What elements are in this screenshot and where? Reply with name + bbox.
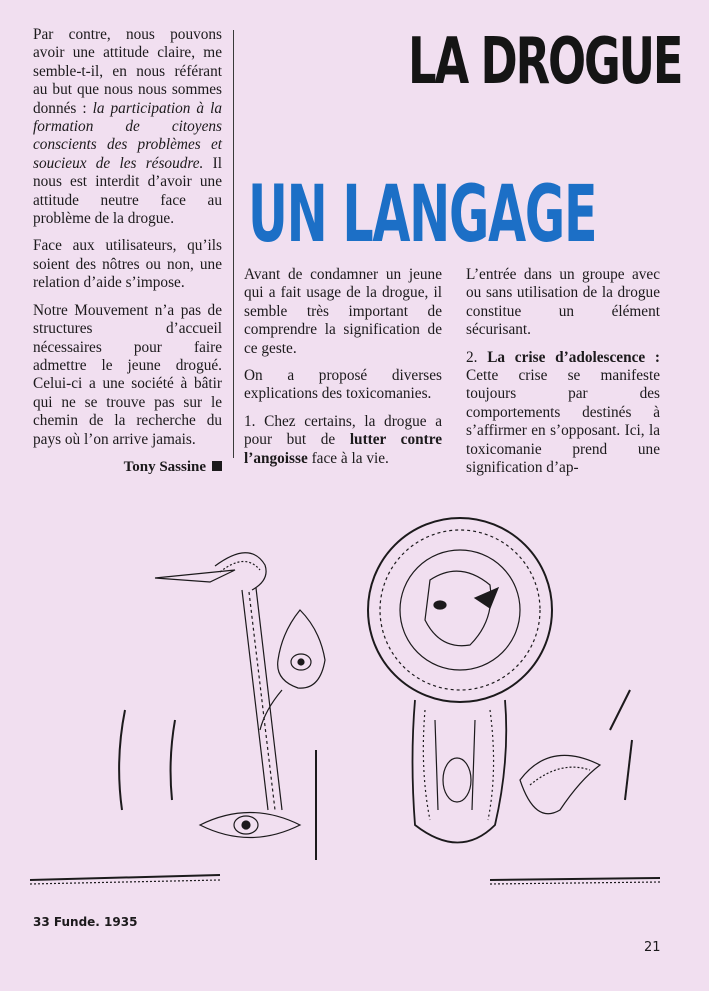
column2-paragraph-2: On a proposé diverses explications des toxicomanies. [244, 367, 442, 403]
bird-drop-shape [278, 610, 325, 688]
column1-paragraph-3: Notre Mouvement n’a pas de structures d’accueil nécessaires pour faire admettre le jeune drogué. Celui-ci a une société à bâtir qui ne se trouve pas sur le chemin de la recherche du pays où l’on arrive jamais. [33, 301, 222, 448]
column-divider [233, 30, 234, 458]
sun-face [368, 518, 552, 702]
bird-beak [155, 570, 235, 582]
column2-paragraph-3: 1. Chez certains, la drogue a pour but de lutter contre l’angoisse face à la vie. [244, 412, 442, 467]
end-square-icon [212, 461, 222, 471]
article-column-2 [244, 266, 442, 477]
column1-paragraph-2: Face aux utilisateurs, qu’ils soient des nôtres ou non, une relation d’aide s’impose. [33, 237, 222, 292]
article-column-3 [466, 266, 660, 486]
column2-paragraph-1: Avant de condamner un jeune qui a fait usage de la drogue, il semble très important de comprendre la signification de ce geste. [244, 266, 442, 357]
headline-un-langage: UN LANGAGE [248, 170, 597, 260]
bird-sun-figures-drawing-icon [20, 480, 690, 900]
column3-paragraph-2: 2. La crise d’adolescence : Cette crise se manifeste toujours par des comportements destinés à s’affirmer en s’opposant. Ici, la toxicomanie prend une signification d’ap- [466, 348, 660, 477]
right-drop [520, 755, 600, 813]
page-number: 21 [644, 940, 661, 955]
column3-paragraph-1: L’entrée dans un groupe avec ou sans utilisation de la drogue constitue un élément sécurisant. [466, 266, 660, 339]
author-signature: Tony Sassine [33, 458, 222, 476]
article-column-1 [33, 26, 222, 476]
column1-paragraph-1: Par contre, nous pouvons avoir une attitude claire, me semble-t-il, en nous référant au but que nous nous sommes donnés : la participation à la formation de citoyens conscients des problèmes et soucieux de les résoudre. Il nous est interdit d’avoir une attitude neutre face au problème de la drogue. [33, 26, 222, 228]
headline-la-drogue: LA DROGUE [408, 25, 682, 99]
bird-neck [242, 588, 282, 810]
footer-issue-label: 33 Funde. 1935 [33, 915, 138, 929]
figure-body [413, 700, 507, 843]
